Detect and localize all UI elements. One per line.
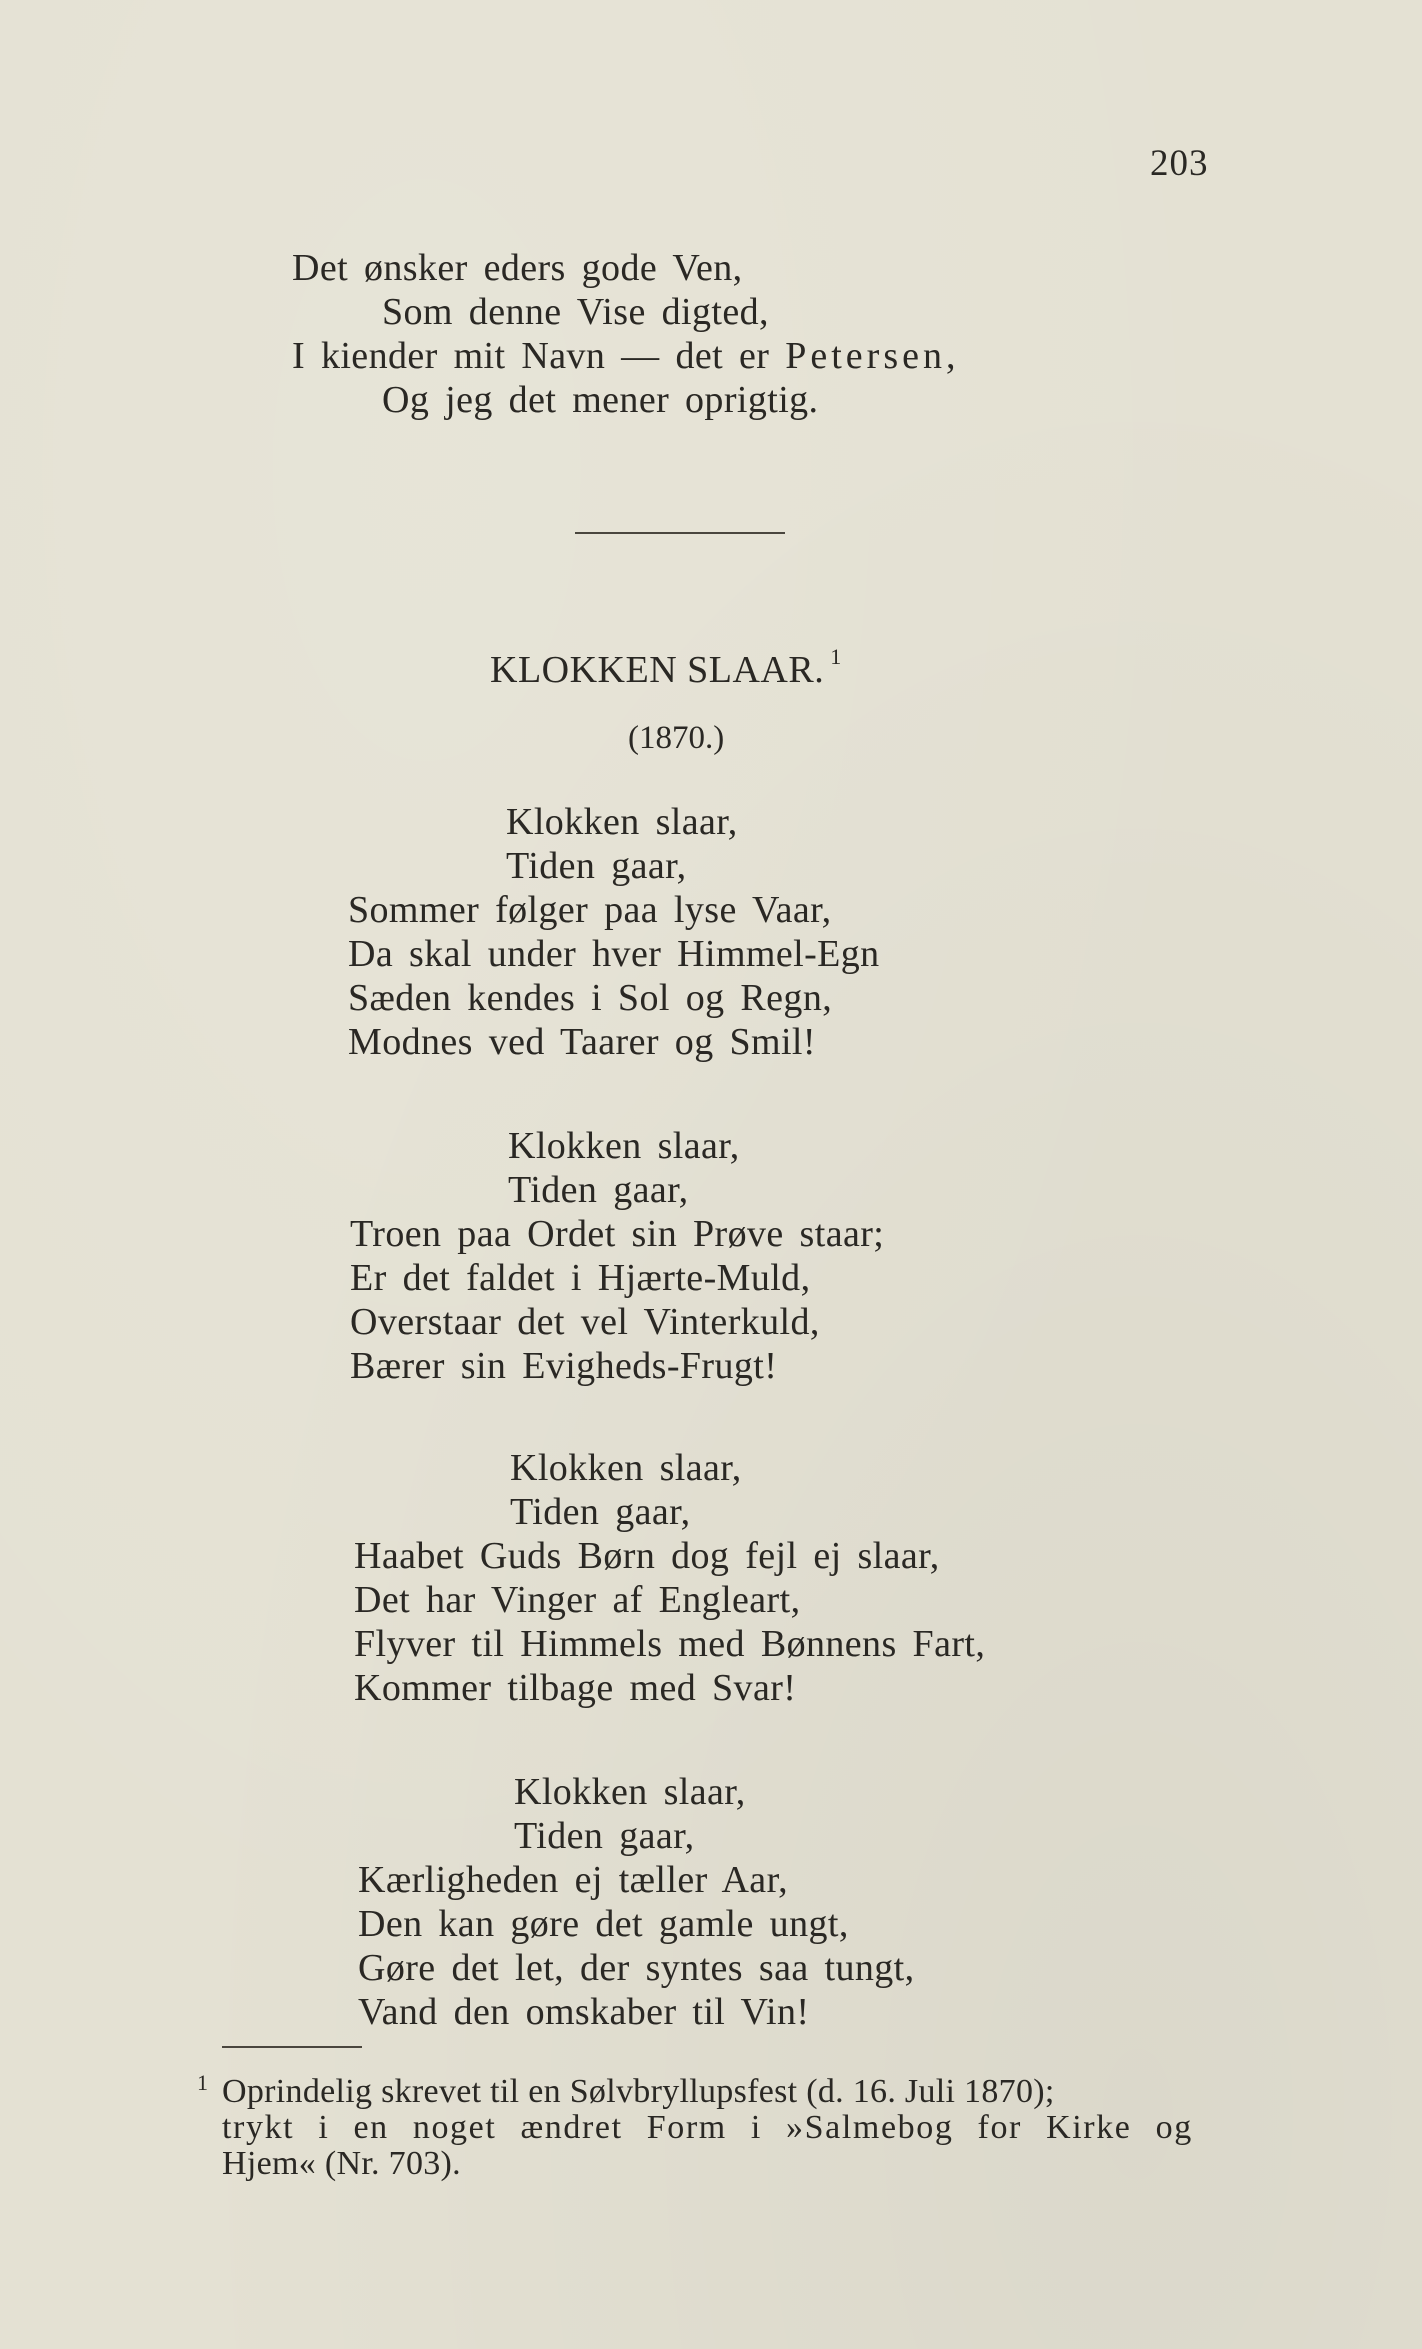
footnote-line: Oprindelig skrevet til en Sølvbryllupsfest (d. 16. Juli 1870); bbox=[222, 2073, 1055, 2110]
intro-line: Som denne Vise digted, bbox=[382, 291, 769, 333]
poem-line: Klokken slaar, bbox=[510, 1447, 742, 1489]
poem-line: Vand den omskaber til Vin! bbox=[358, 1991, 810, 2033]
poem-line: Bærer sin Evigheds-Frugt! bbox=[350, 1345, 778, 1387]
poem-title-text: KLOKKEN SLAAR. bbox=[490, 649, 825, 691]
poem-line: Tiden gaar, bbox=[508, 1169, 689, 1211]
poem-line: Tiden gaar, bbox=[506, 845, 687, 887]
poem-line: Flyver til Himmels med Bønnens Fart, bbox=[354, 1623, 986, 1665]
author-name: Petersen, bbox=[785, 335, 960, 377]
footnote-marker: 1 bbox=[197, 2070, 208, 2095]
footnote-divider bbox=[222, 2046, 362, 2048]
poem-line: Modnes ved Taarer og Smil! bbox=[348, 1021, 816, 1063]
intro-line: Det ønsker eders gode Ven, bbox=[292, 247, 743, 289]
poem-line: Tiden gaar, bbox=[510, 1491, 691, 1533]
footnote-reference: 1 bbox=[830, 644, 842, 670]
poem-year: (1870.) bbox=[628, 720, 725, 756]
section-divider bbox=[575, 532, 785, 534]
poem-line: Er det faldet i Hjærte-Muld, bbox=[350, 1257, 811, 1299]
page-number: 203 bbox=[1150, 143, 1209, 184]
poem-line: Sæden kendes i Sol og Regn, bbox=[348, 977, 833, 1019]
poem-line: Gøre det let, der syntes saa tungt, bbox=[358, 1947, 915, 1989]
poem-line: Haabet Guds Børn dog fejl ej slaar, bbox=[354, 1535, 940, 1577]
poem-line: Klokken slaar, bbox=[508, 1125, 740, 1167]
intro-line: Og jeg det mener oprigtig. bbox=[382, 379, 819, 421]
poem-line: Kommer tilbage med Svar! bbox=[354, 1667, 797, 1709]
poem-title bbox=[490, 644, 842, 692]
poem-line: Klokken slaar, bbox=[506, 801, 738, 843]
poem-line: Kærligheden ej tæller Aar, bbox=[358, 1859, 788, 1901]
poem-line: Da skal under hver Himmel-Egn bbox=[348, 933, 880, 975]
poem-line: Troen paa Ordet sin Prøve staar; bbox=[350, 1213, 885, 1255]
poem-line: Tiden gaar, bbox=[514, 1815, 695, 1857]
poem-line: Klokken slaar, bbox=[514, 1771, 746, 1813]
intro-line-text: I kiender mit Navn — det er bbox=[292, 335, 786, 377]
footnote-line: Hjem« (Nr. 703). bbox=[222, 2145, 461, 2182]
poem-line: Den kan gøre det gamle ungt, bbox=[358, 1903, 849, 1945]
footnote-line: trykt i en noget ændret Form i »Salmebog for Kirke og bbox=[222, 2109, 1193, 2146]
intro-line bbox=[292, 334, 959, 378]
poem-line: Overstaar det vel Vinterkuld, bbox=[350, 1301, 820, 1343]
poem-line: Sommer følger paa lyse Vaar, bbox=[348, 889, 832, 931]
poem-line: Det har Vinger af Engleart, bbox=[354, 1579, 801, 1621]
